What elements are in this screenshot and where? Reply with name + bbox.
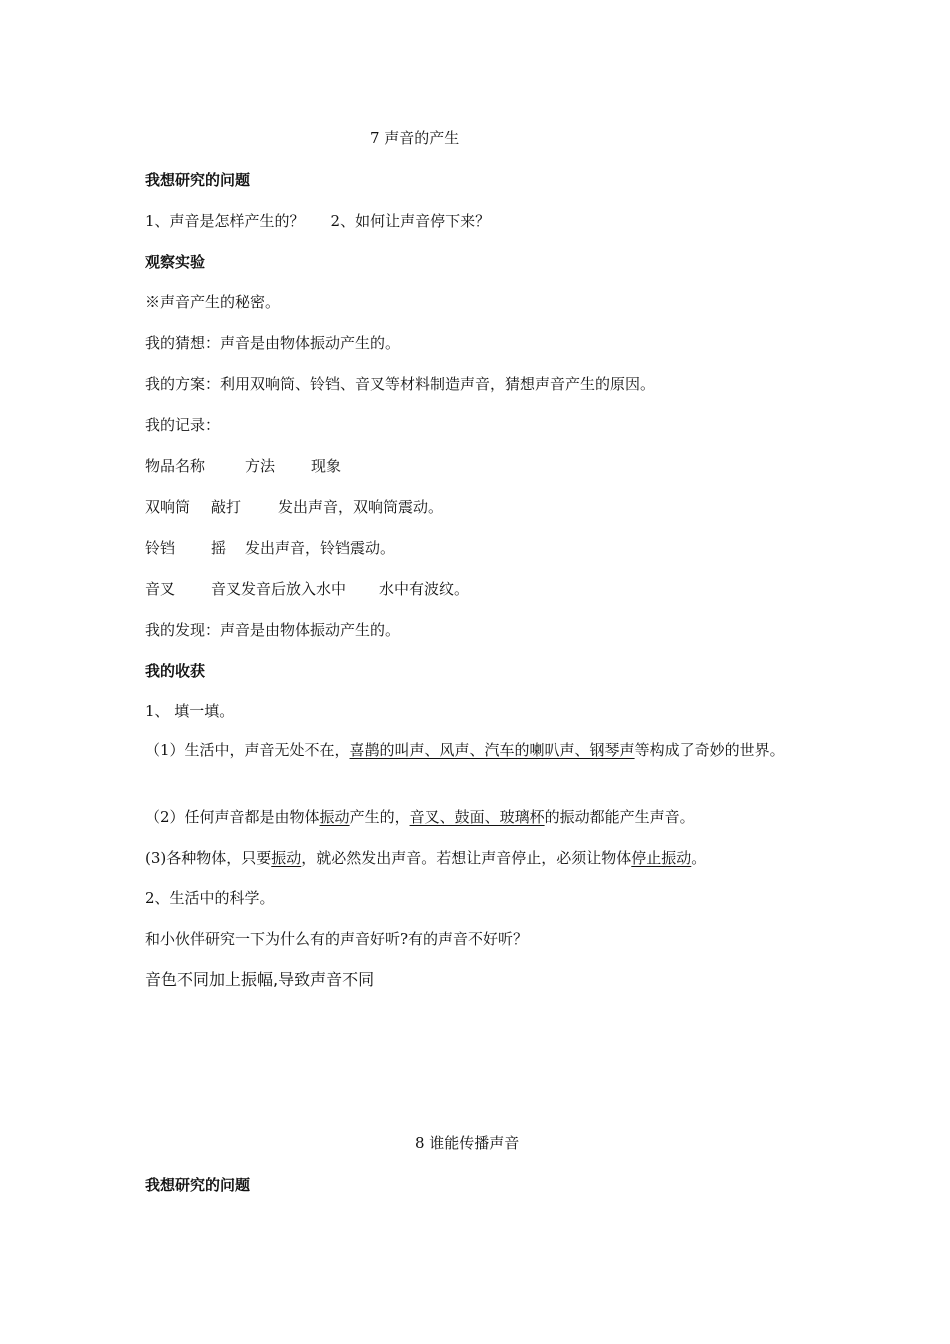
fill-item-3: [145, 848, 706, 868]
fill-item-2: [145, 807, 695, 827]
header-phenomenon: 现象: [311, 457, 342, 475]
row-item: 音叉: [145, 580, 176, 598]
row-item: 双响筒: [145, 498, 191, 516]
fill-3-text-c: 。: [691, 849, 707, 867]
fill-1-text-a: （1）生活中，声音无处不在，: [145, 741, 350, 759]
section-heading-harvest: 我的收获: [145, 662, 206, 680]
question-1: 1、声音是怎样产生的？: [145, 212, 305, 230]
lesson8-title: 8 谁能传播声音: [415, 1134, 520, 1152]
row-phenomenon: 水中有波纹。: [379, 580, 470, 598]
guess-text: 我的猜想：声音是由物体振动产生的。: [145, 334, 401, 352]
secret-note: ※声音产生的秘密。: [145, 293, 281, 311]
header-item: 物品名称: [145, 457, 206, 475]
row-method: 敲打: [211, 498, 242, 516]
row-phenomenon: 发出声音，双响筒震动。: [278, 498, 444, 516]
section-heading-questions: 我想研究的问题: [145, 171, 251, 189]
finding-text: 我的发现：声音是由物体振动产生的。: [145, 621, 401, 639]
fill-3-text-b: ，就必然发出声音。若想让声音停止，必须让物体: [301, 849, 632, 867]
lesson8-section-heading-questions: 我想研究的问题: [145, 1176, 251, 1194]
row-method: 音叉发音后放入水中: [211, 580, 347, 598]
row-phenomenon: 发出声音，铃铛震动。: [245, 539, 396, 557]
science-question: 和小伙伴研究一下为什么有的声音好听?有的声音不好听？: [145, 930, 529, 948]
fill-3-answer-2: 停止振动: [631, 849, 692, 867]
fill-2-answer-2: 音叉、鼓面、玻璃杯: [409, 808, 545, 826]
section-heading-observe: 观察实验: [145, 253, 206, 271]
science-title: 2、生活中的科学。: [145, 889, 275, 907]
fill-2-text-b: 产生的，: [349, 808, 410, 826]
table-row: [145, 579, 469, 599]
fill-title: 1、 填一填。: [145, 702, 235, 720]
table-row: [145, 497, 443, 517]
question-list: [145, 211, 490, 231]
fill-2-answer-1: 振动: [319, 808, 350, 826]
lesson7-title: 7 声音的产生: [370, 129, 460, 147]
row-item: 铃铛: [145, 539, 176, 557]
fill-1-text-b: 等构成了奇妙的世界。: [634, 741, 785, 759]
fill-1-answer: 喜鹊的叫声、风声、汽车的喇叭声、钢琴声: [349, 741, 635, 759]
fill-2-text-a: （2）任何声音都是由物体: [145, 808, 320, 826]
header-method: 方法: [245, 457, 276, 475]
question-2: 2、如何让声音停下来？: [330, 212, 491, 230]
row-method: 摇: [211, 539, 227, 557]
record-table-header: [145, 456, 341, 476]
table-row: [145, 538, 395, 558]
fill-3-answer-1: 振动: [271, 849, 302, 867]
science-answer: 音色不同加上振幅,导致声音不同: [145, 970, 375, 989]
fill-item-1: [145, 737, 810, 763]
plan-text: 我的方案：利用双响筒、铃铛、音叉等材料制造声音，猜想声音产生的原因。: [145, 375, 656, 393]
record-label: 我的记录：: [145, 416, 221, 434]
fill-2-text-c: 的振动都能产生声音。: [544, 808, 695, 826]
fill-3-text-a: (3)各种物体，只要: [145, 849, 272, 867]
